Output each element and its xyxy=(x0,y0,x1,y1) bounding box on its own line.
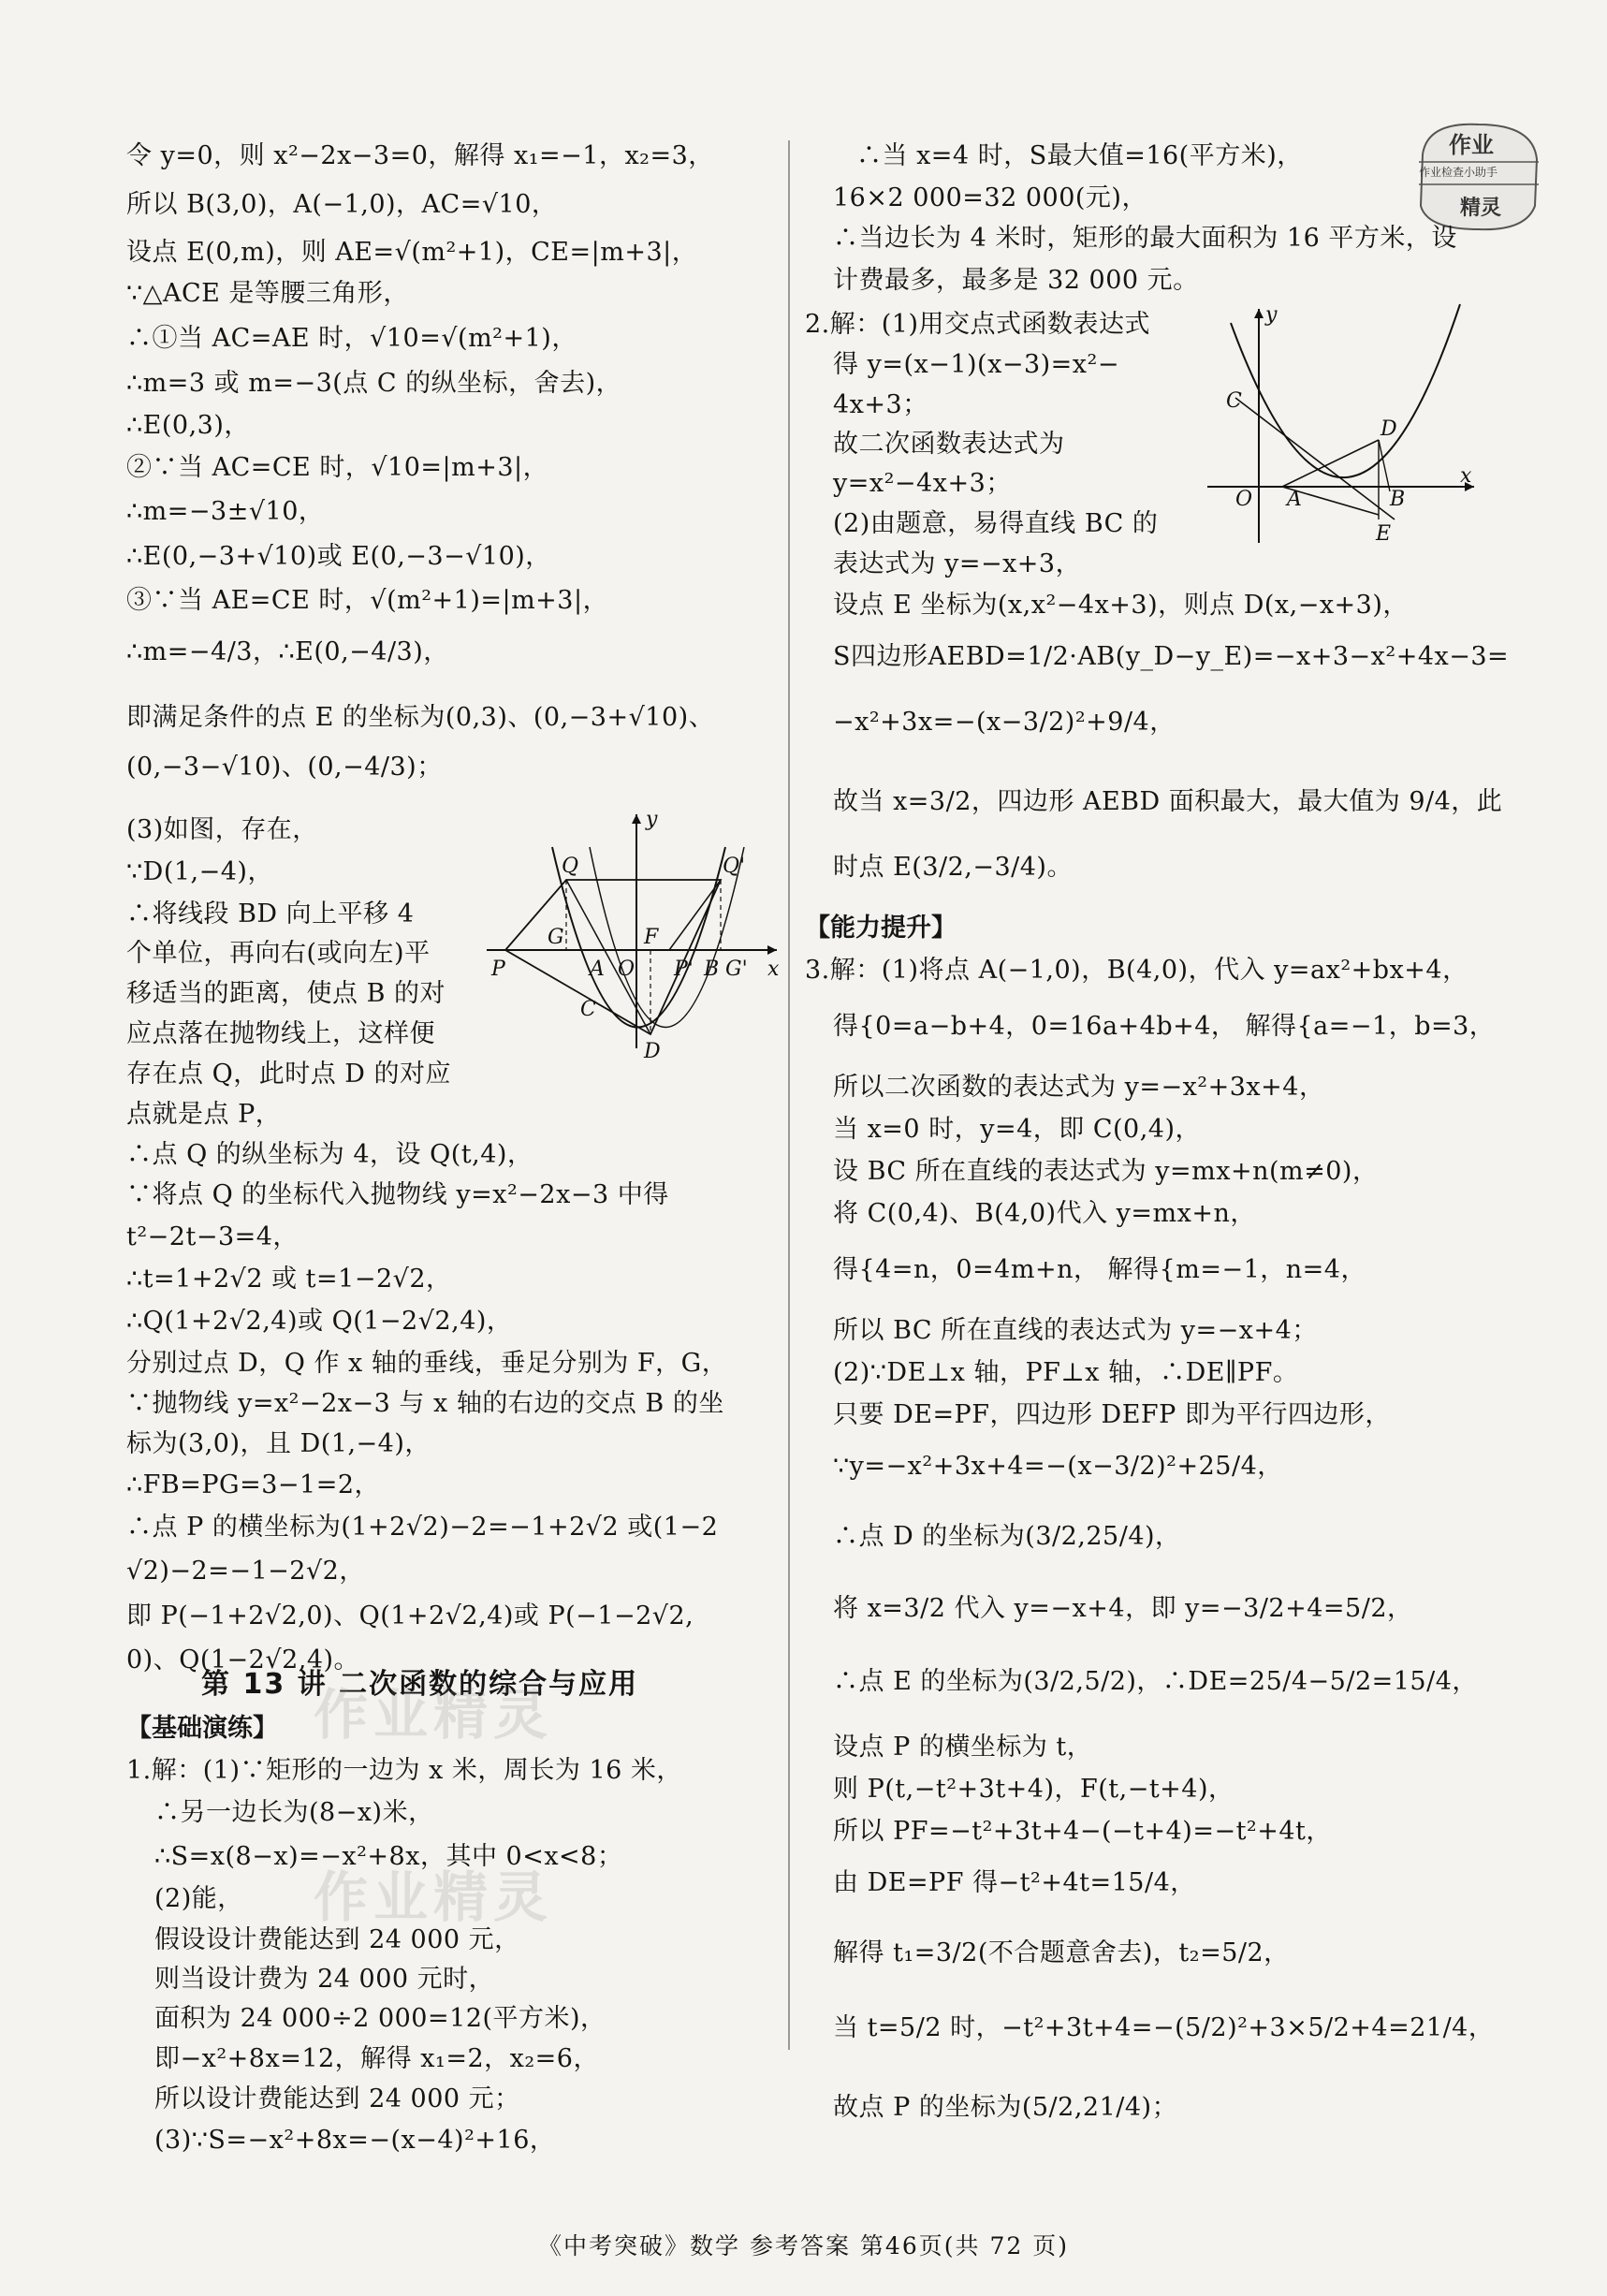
figure-label: A xyxy=(1287,488,1302,511)
figure-label: P xyxy=(491,958,505,981)
figure-label: B xyxy=(704,958,720,981)
homework-stamp xyxy=(1413,117,1544,234)
text-line: ∴点 D 的坐标为(3/2,25/4)， xyxy=(833,1522,1181,1551)
figure-label: F xyxy=(644,926,659,949)
section-heading: 【基础演练】 xyxy=(126,1714,278,1743)
text-line: −x²+3x=−(x−3/2)²+9/4， xyxy=(833,708,1176,737)
text-line: 当 t=5/2 时，−t²+3t+4=−(5/2)²+3×5/2+4=21/4， xyxy=(833,2013,1495,2042)
text-line: √2)−2=−1−2√2， xyxy=(126,1557,365,1586)
figure-label: D xyxy=(1381,417,1397,441)
text-line: 假设设计费能达到 24 000 元， xyxy=(154,1925,520,1954)
figure-label: G xyxy=(548,926,564,949)
watermark: 作业精灵 xyxy=(314,1865,554,1929)
text-line: ∴S=x(8−x)=−x²+8x，其中 0<x<8； xyxy=(154,1842,623,1871)
figure-label: x xyxy=(1460,464,1472,488)
figure-label: O xyxy=(618,958,635,981)
figure-label: D xyxy=(644,1040,661,1063)
page-footer: 《中考突破》数学 参考答案 第46页(共 72 页) xyxy=(538,2232,1069,2259)
text-line: ∴m=−3±√10， xyxy=(126,497,325,526)
text-line: 只要 DE=PF，四边形 DEFP 即为平行四边形， xyxy=(833,1400,1391,1429)
text-line: 个单位，再向右(或向左)平 xyxy=(126,939,431,968)
text-line: (0,−3−√10)、(0,−4/3)； xyxy=(126,753,443,782)
text-line: 1.解：(1)∵矩形的一边为 x 米，周长为 16 米， xyxy=(126,1756,682,1785)
text-line: ∴m=3 或 m=−3(点 C 的纵坐标，舍去)， xyxy=(126,369,622,398)
stamp-top-text: 作业 xyxy=(1449,132,1494,158)
text-line: ∴E(0,−3+√10)或 E(0,−3−√10)， xyxy=(126,542,551,571)
text-line: ∵△ACE 是等腰三角形， xyxy=(126,279,409,308)
text-line: 将 C(0,4)、B(4,0)代入 y=mx+n， xyxy=(833,1199,1256,1228)
text-line: 表达式为 y=−x+3， xyxy=(833,549,1082,578)
text-line: ∴Q(1+2√2,4)或 Q(1−2√2,4)， xyxy=(126,1307,513,1336)
stamp-middle-text: 作业检查小助手 xyxy=(1419,166,1498,179)
text-line: 所以设计费能达到 24 000 元； xyxy=(154,2084,520,2113)
text-line: 3.解：(1)将点 A(−1,0)，B(4,0)，代入 y=ax²+bx+4， xyxy=(805,956,1468,985)
figure-label: C xyxy=(1226,389,1242,413)
figure-label: O xyxy=(1235,488,1253,511)
figure-label: A xyxy=(590,958,605,981)
figure-label: Q xyxy=(562,855,579,878)
parabola-figure-left xyxy=(487,808,786,1063)
text-line: (2)由题意，易得直线 BC 的 xyxy=(833,509,1159,538)
text-line: ∴当边长为 4 米时，矩形的最大面积为 16 平方米，设 xyxy=(833,224,1457,253)
watermark: 作业精灵 xyxy=(314,1683,554,1747)
text-line: 所以 BC 所在直线的表达式为 y=−x+4； xyxy=(833,1316,1318,1345)
text-line: 2.解：(1)用交点式函数表达式 xyxy=(805,310,1151,339)
text-line: 将 x=3/2 代入 y=−x+4，即 y=−3/2+4=5/2， xyxy=(833,1594,1413,1623)
column-divider xyxy=(788,140,790,2050)
figure-label: x xyxy=(767,958,780,981)
text-line: 分别过点 D，Q 作 x 轴的垂线，垂足分别为 F，G， xyxy=(126,1349,728,1378)
text-line: 解得 t₁=3/2(不合题意舍去)，t₂=5/2， xyxy=(833,1938,1290,1967)
text-line: ∴t=1+2√2 或 t=1−2√2， xyxy=(126,1265,452,1294)
text-line: 则 P(t,−t²+3t+4)，F(t,−t+4)， xyxy=(833,1775,1234,1804)
text-line: 4x+3； xyxy=(833,390,928,419)
text-line: (2)∵DE⊥x 轴，PF⊥x 轴，∴DE∥PF。 xyxy=(833,1358,1299,1387)
text-line: 故当 x=3/2，四边形 AEBD 面积最大，最大值为 9/4，此 xyxy=(833,787,1503,816)
text-line: ∵抛物线 y=x²−2x−3 与 x 轴的右边的交点 B 的坐 xyxy=(126,1389,724,1418)
text-line: (2)能， xyxy=(154,1884,243,1913)
figure-label: Q' xyxy=(723,855,746,878)
text-line: 故二次函数表达式为 xyxy=(833,430,1065,459)
text-line: 0)、Q(1−2√2,4)。 xyxy=(126,1645,360,1674)
text-line: 故点 P 的坐标为(5/2,21/4)； xyxy=(833,2093,1178,2122)
text-line: 所以 PF=−t²+3t+4−(−t+4)=−t²+4t， xyxy=(833,1817,1332,1846)
text-line: ②∵当 AC=CE 时，√10=|m+3|， xyxy=(126,453,549,482)
text-line: 计费最多，最多是 32 000 元。 xyxy=(833,266,1199,295)
figure-label: E xyxy=(1376,522,1392,546)
stamp-bottom-text: 精灵 xyxy=(1460,197,1502,220)
figure-label: G' xyxy=(725,958,748,981)
figure-label: y xyxy=(646,808,658,831)
text-line: ∴FB=PG=3−1=2， xyxy=(126,1470,381,1499)
text-line: 即满足条件的点 E 的坐标为(0,3)、(0,−3+√10)、 xyxy=(126,703,715,732)
text-line: 当 x=0 时，y=4，即 C(0,4)， xyxy=(833,1115,1201,1144)
text-line: 所以 B(3,0)，A(−1,0)，AC=√10， xyxy=(126,190,558,219)
text-line: 应点落在抛物线上，这样便 xyxy=(126,1019,435,1048)
text-line: ∴点 P 的横坐标为(1+2√2)−2=−1+2√2 或(1−2 xyxy=(126,1513,719,1542)
text-line: 设点 E(0,m)，则 AE=√(m²+1)，CE=|m+3|， xyxy=(126,238,698,267)
text-line: ∴点 E 的坐标为(3/2,5/2)，∴DE=25/4−5/2=15/4， xyxy=(833,1667,1478,1696)
text-line: 存在点 Q，此时点 D 的对应 xyxy=(126,1060,452,1089)
text-line: ∵y=−x²+3x+4=−(x−3/2)²+25/4， xyxy=(833,1452,1283,1481)
section-heading: 【能力提升】 xyxy=(805,914,957,943)
text-line: (3)∵S=−x²+8x=−(x−4)²+16， xyxy=(154,2126,556,2155)
text-line: 标为(3,0)，且 D(1,−4)， xyxy=(126,1429,431,1458)
text-line: ∴E(0,3)， xyxy=(126,411,250,440)
text-line: S四边形AEBD=1/2·AB(y_D−y_E)=−x+3−x²+4x−3= xyxy=(833,642,1510,671)
text-line: ∴点 Q 的纵坐标为 4，设 Q(t,4)， xyxy=(126,1140,533,1169)
text-line: 设 BC 所在直线的表达式为 y=mx+n(m≠0)， xyxy=(833,1157,1379,1186)
text-line: 时点 E(3/2,−3/4)。 xyxy=(833,853,1073,882)
figure-label: y xyxy=(1265,303,1278,327)
figure-label: C xyxy=(580,998,596,1021)
text-line: 即−x²+8x=12，解得 x₁=2，x₂=6， xyxy=(154,2044,599,2073)
text-line: (3)如图，存在， xyxy=(126,815,318,844)
figure-label: P' xyxy=(674,958,694,981)
text-line: ∴①当 AC=AE 时，√10=√(m²+1)， xyxy=(126,324,577,353)
text-line: 16×2 000=32 000(元)， xyxy=(833,183,1147,212)
text-line: t²−2t−3=4， xyxy=(126,1222,299,1251)
text-line: 则当设计费为 24 000 元时， xyxy=(154,1965,495,1994)
parabola-figure-right xyxy=(1207,304,1479,548)
text-line: ∴将线段 BD 向上平移 4 xyxy=(126,899,415,929)
text-line: 得{0=a−b+4，0=16a+4b+4， 解得{a=−1，b=3， xyxy=(833,1012,1496,1041)
text-line: 设点 E 坐标为(x,x²−4x+3)，则点 D(x,−x+3)， xyxy=(833,591,1409,620)
text-line: 设点 P 的横坐标为 t， xyxy=(833,1733,1093,1762)
text-line: 即 P(−1+2√2,0)、Q(1+2√2,4)或 P(−1−2√2, xyxy=(126,1601,694,1631)
text-line: ∴另一边长为(8−x)米， xyxy=(154,1798,434,1827)
text-line: 所以二次函数的表达式为 y=−x²+3x+4， xyxy=(833,1073,1325,1102)
text-line: ∵将点 Q 的坐标代入抛物线 y=x²−2x−3 中得 xyxy=(126,1180,669,1209)
text-line: 由 DE=PF 得−t²+4t=15/4， xyxy=(833,1868,1196,1897)
text-line: ③∵当 AE=CE 时，√(m²+1)=|m+3|， xyxy=(126,586,609,615)
text-line: ∵D(1,−4)， xyxy=(126,857,273,886)
text-line: 点就是点 P， xyxy=(126,1100,282,1129)
figure-label: B xyxy=(1390,488,1406,511)
lecture-title: 第 13 讲 二次函数的综合与应用 xyxy=(201,1668,639,1701)
text-line: 移适当的距离，使点 B 的对 xyxy=(126,979,446,1008)
text-line: 得{4=n，0=4m+n， 解得{m=−1，n=4， xyxy=(833,1255,1366,1284)
text-line: y=x²−4x+3； xyxy=(833,469,1012,498)
text-line: 得 y=(x−1)(x−3)=x²− xyxy=(833,350,1119,379)
text-line: 面积为 24 000÷2 000=12(平方米)， xyxy=(154,2004,606,2033)
text-line: 令 y=0，则 x²−2x−3=0，解得 x₁=−1，x₂=3， xyxy=(126,141,714,170)
text-line: ∴m=−4/3，∴E(0,−4/3)， xyxy=(126,637,449,666)
text-line: ∴当 x=4 时，S最大值=16(平方米)， xyxy=(856,141,1303,170)
